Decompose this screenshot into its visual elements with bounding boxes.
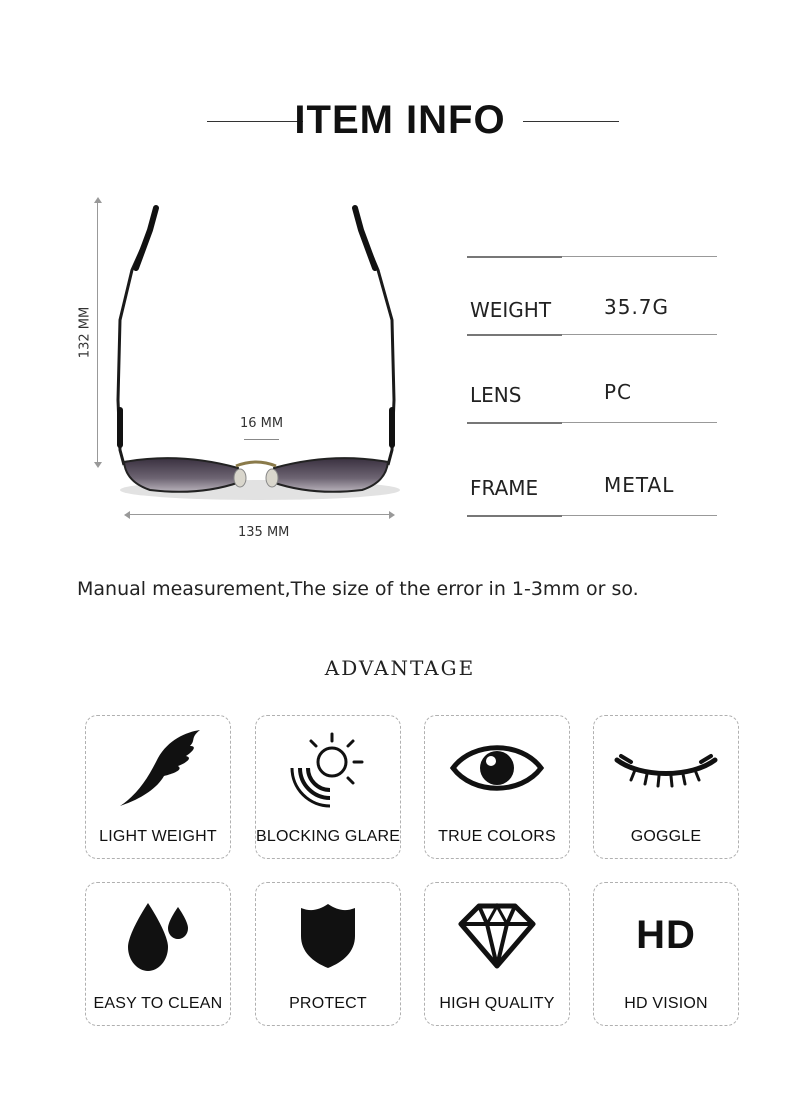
width-label: 135 MM <box>238 525 290 540</box>
width-arrow-left <box>124 511 130 519</box>
height-arrow-bottom <box>94 462 102 468</box>
spec-divider <box>467 422 717 424</box>
sun-block-icon <box>288 728 368 808</box>
feature-label: HD VISION <box>624 995 708 1012</box>
eye-icon <box>449 733 545 803</box>
spec-value-weight: 35.7G <box>604 295 670 319</box>
advantage-title: ADVANTAGE <box>324 656 476 680</box>
feature-card-easy-to-clean <box>85 882 231 1026</box>
bridge-label: 16 MM <box>240 416 284 431</box>
width-dimension-line <box>127 514 393 515</box>
spec-divider <box>467 515 717 517</box>
feature-card-goggle <box>593 715 739 859</box>
hd-icon: HD <box>636 912 696 957</box>
spec-divider <box>467 334 717 336</box>
height-label: 132 MM <box>77 306 93 359</box>
spec-divider <box>467 256 717 258</box>
feature-label: BLOCKING GLARE <box>256 828 401 845</box>
spec-label-frame: FRAME <box>470 476 539 500</box>
width-arrow-right <box>389 511 395 519</box>
height-dimension-line <box>97 199 98 466</box>
feature-label: GOGGLE <box>630 828 702 845</box>
feature-label: LIGHT WEIGHT <box>99 828 217 845</box>
feature-label: HIGH QUALITY <box>439 995 555 1012</box>
title-rule-right <box>523 121 619 122</box>
feature-label: TRUE COLORS <box>438 828 556 845</box>
feature-label: PROTECT <box>289 995 367 1012</box>
sunglasses-image <box>110 200 410 510</box>
height-arrow-top <box>94 197 102 203</box>
feature-card-true-colors <box>424 715 570 859</box>
spec-value-frame: METAL <box>604 473 675 497</box>
measurement-note: Manual measurement,The size of the error in 1-3mm or so. <box>77 578 639 600</box>
diamond-icon <box>457 900 537 970</box>
feature-card-protect <box>255 882 401 1026</box>
water-drops-icon <box>118 895 198 975</box>
spec-label-lens: LENS <box>470 383 522 407</box>
spec-label-weight: WEIGHT <box>470 298 552 322</box>
spec-value-lens: PC <box>604 380 633 404</box>
feather-icon <box>108 728 208 808</box>
feature-card-blocking-glare <box>255 715 401 859</box>
feature-card-high-quality <box>424 882 570 1026</box>
shield-icon <box>293 900 363 970</box>
feature-card-light-weight <box>85 715 231 859</box>
bridge-dimension-line <box>244 439 279 440</box>
closed-eye-icon <box>611 738 721 798</box>
feature-card-hd-vision <box>593 882 739 1026</box>
page-title: ITEM INFO <box>294 98 506 142</box>
feature-label: EASY TO CLEAN <box>93 995 223 1012</box>
